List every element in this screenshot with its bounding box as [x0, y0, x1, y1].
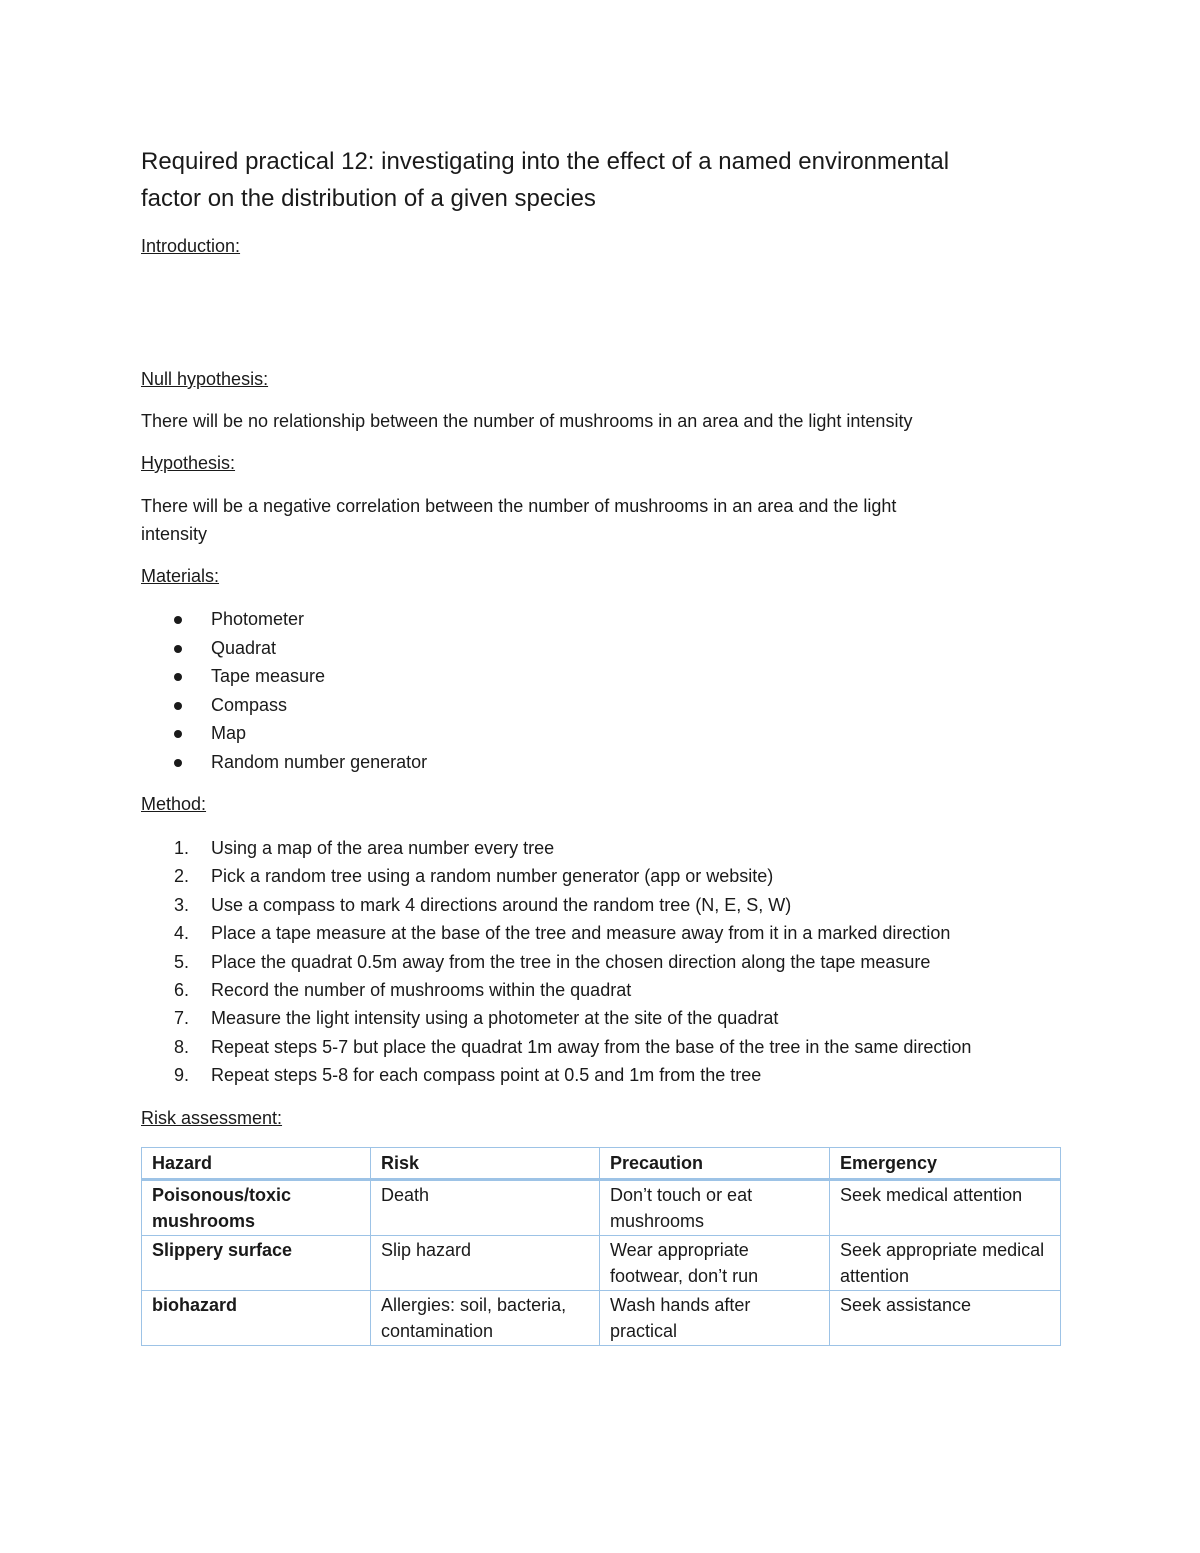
method-step: 8. Repeat steps 5-7 but place the quadrat 1m away from the base of the tree in the same direction: [174, 1036, 972, 1057]
materials-list: [141, 605, 1061, 776]
list-item: Photometer: [141, 605, 1061, 634]
table-cell-precaution: Wear appropriate footwear, don’t run: [600, 1235, 830, 1290]
method-heading: Method:: [141, 794, 207, 814]
table-row: [142, 1290, 1061, 1345]
table-row: [142, 1235, 1061, 1290]
bullet-icon: [174, 759, 182, 767]
table-cell-risk: Allergies: soil, bacteria, contamination: [371, 1290, 600, 1345]
column-header-risk: Risk: [371, 1147, 600, 1179]
table-cell-risk: Slip hazard: [371, 1235, 600, 1290]
title-line-1: Required practical 12: investigating into the effect of a named environmental: [141, 148, 950, 175]
table-cell-precaution: Don’t touch or eat mushrooms: [600, 1179, 830, 1235]
list-item: Quadrat: [141, 634, 1061, 663]
list-item: Random number generator: [141, 748, 1061, 777]
column-header-hazard: Hazard: [142, 1147, 371, 1179]
table-cell-emergency: Seek assistance: [830, 1290, 1061, 1345]
method-step: 6. Record the number of mushrooms within the quadrat: [174, 980, 632, 1001]
list-item: Compass: [141, 691, 1061, 720]
table-cell-emergency: Seek medical attention: [830, 1179, 1061, 1235]
table-cell-risk: Death: [371, 1179, 600, 1235]
table-cell-emergency: Seek appropriate medical attention: [830, 1235, 1061, 1290]
document-title: [141, 143, 1061, 217]
table-row: [142, 1179, 1061, 1235]
introduction-heading: Introduction:: [141, 236, 241, 256]
hypothesis-heading: Hypothesis:: [141, 453, 236, 473]
null-hypothesis-heading: Null hypothesis:: [141, 369, 269, 389]
hypothesis-text: [141, 492, 1061, 548]
risk-assessment-table: [141, 1147, 1061, 1346]
method-step: 7. Measure the light intensity using a photometer at the site of the quadrat: [174, 1008, 779, 1029]
bullet-icon: [174, 673, 182, 681]
document-page: [141, 140, 1061, 1346]
method-step: 2. Pick a random tree using a random number generator (app or website): [174, 866, 774, 887]
risk-assessment-heading: Risk assessment:: [141, 1107, 283, 1128]
hypothesis-line-1: There will be a negative correlation between the number of mushrooms in an area and the light: [141, 496, 897, 516]
table-cell-hazard: biohazard: [142, 1290, 371, 1345]
bullet-icon: [174, 645, 182, 653]
bullet-icon: [174, 616, 182, 624]
null-hypothesis-text: There will be no relationship between the number of mushrooms in an area and the light intensity: [141, 411, 913, 431]
method-step: 9. Repeat steps 5-8 for each compass point at 0.5 and 1m from the tree: [174, 1065, 762, 1086]
bullet-icon: [174, 702, 182, 710]
title-line-2: factor on the distribution of a given species: [141, 185, 596, 212]
column-header-emergency: Emergency: [830, 1147, 1061, 1179]
column-header-precaution: Precaution: [600, 1147, 830, 1179]
table-cell-hazard: Slippery surface: [142, 1235, 371, 1290]
list-item: Map: [141, 719, 1061, 748]
method-step: 5. Place the quadrat 0.5m away from the tree in the chosen direction along the tape measure: [174, 951, 931, 972]
method-list: [141, 834, 1061, 1090]
table-header-row: [142, 1147, 1061, 1179]
hypothesis-line-2: intensity: [141, 524, 208, 544]
materials-heading: Materials:: [141, 566, 220, 586]
list-item: Tape measure: [141, 662, 1061, 691]
method-step: 3. Use a compass to mark 4 directions around the random tree (N, E, S, W): [174, 894, 792, 915]
bullet-icon: [174, 730, 182, 738]
method-step: 1. Using a map of the area number every tree: [174, 838, 555, 858]
table-cell-precaution: Wash hands after practical: [600, 1290, 830, 1345]
method-step: 4. Place a tape measure at the base of the tree and measure away from it in a marked direction: [174, 923, 951, 944]
table-cell-hazard: Poisonous/toxic mushrooms: [142, 1179, 371, 1235]
